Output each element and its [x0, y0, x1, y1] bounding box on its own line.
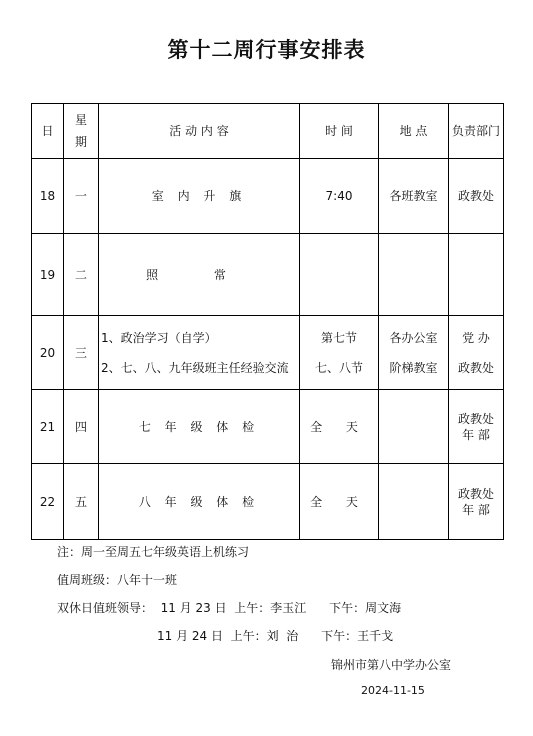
row-time: 全 天: [300, 390, 379, 464]
row-dept: 政教处 年 部: [449, 464, 504, 540]
row-content: 七 年 级 体 检: [99, 390, 300, 464]
row-dept: 政教处: [449, 159, 504, 234]
row-day: 19: [32, 234, 64, 316]
row-time: 7:40: [300, 159, 379, 234]
header-place: 地 点: [379, 104, 449, 159]
row-content: 室 内 升 旗: [99, 159, 300, 234]
table-row: [32, 234, 504, 316]
row-weekday: 二: [64, 234, 99, 316]
row-place: [379, 234, 449, 316]
page-title: 第十二周行事安排表: [167, 37, 366, 62]
row-weekday: 一: [64, 159, 99, 234]
issue-date: 2024-11-15: [361, 684, 425, 697]
row-weekday: 四: [64, 390, 99, 464]
row-place: [379, 464, 449, 540]
row-dept: 政教处 年 部: [449, 390, 504, 464]
row-content: 照 常: [99, 234, 300, 316]
row-time: 第七节 七、八节: [300, 316, 379, 390]
table-row: [32, 316, 504, 390]
weekend-duty-line-2: 11 月 24 日 上午：刘 治 下午：王千戈: [157, 629, 394, 643]
row-dept: 党 办 政教处: [449, 316, 504, 390]
table-row: [32, 159, 504, 234]
row-place: [379, 390, 449, 464]
header-content: 活 动 内 容: [99, 104, 300, 159]
row-day: 20: [32, 316, 64, 390]
header-weekday: 星 期: [64, 104, 99, 159]
row-dept: [449, 234, 504, 316]
row-day: 21: [32, 390, 64, 464]
note-line: 注：周一至周五七年级英语上机练习: [57, 545, 250, 559]
row-day: 18: [32, 159, 64, 234]
weekend-duty-line-1: 双休日值班领导： 11 月 23 日 上午：李玉江 下午：周文海: [57, 601, 402, 615]
row-weekday: 五: [64, 464, 99, 540]
row-place: 各班教室: [379, 159, 449, 234]
header-time: 时 间: [300, 104, 379, 159]
row-time: [300, 234, 379, 316]
table-row: [32, 390, 504, 464]
table-header-row: [32, 104, 504, 159]
header-day: 日: [32, 104, 64, 159]
header-dept: 负责部门: [449, 104, 504, 159]
duty-class: 值周班级：八年十一班: [57, 573, 178, 587]
issuer: 锦州市第八中学办公室: [331, 658, 452, 672]
row-place: 各办公室 阶梯教室: [379, 316, 449, 390]
row-content: 1、政治学习（自学） 2、七、八、九年级班主任经验交流: [99, 316, 300, 390]
row-content: 八 年 级 体 检: [99, 464, 300, 540]
schedule-table: [31, 103, 504, 540]
row-weekday: 三: [64, 316, 99, 390]
row-day: 22: [32, 464, 64, 540]
row-time: 全 天: [300, 464, 379, 540]
table-row: [32, 464, 504, 540]
